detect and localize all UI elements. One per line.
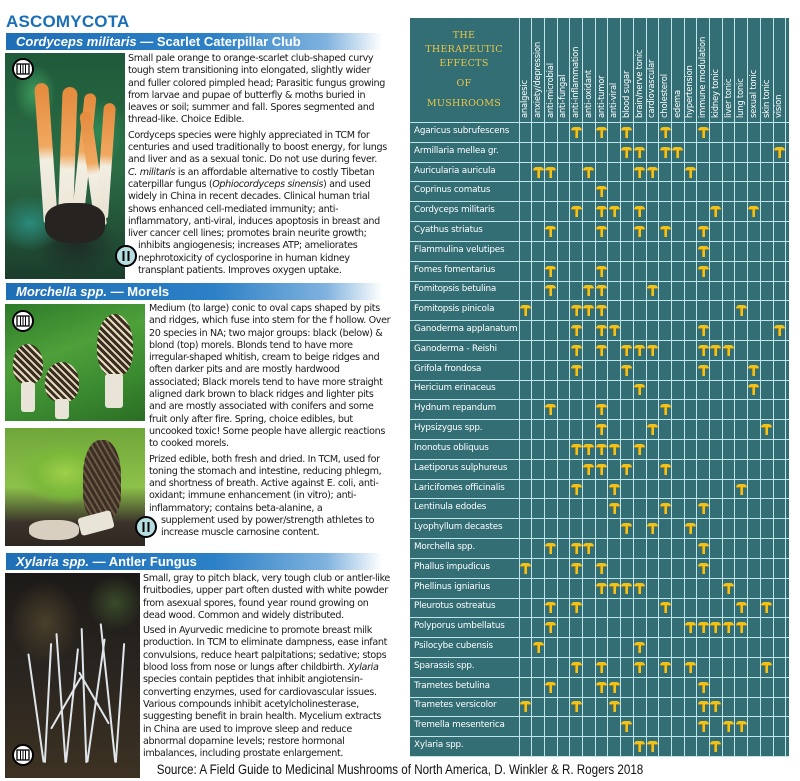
mushroom-marker-icon — [533, 641, 544, 653]
mushroom-marker-icon — [634, 146, 645, 158]
column-header: anti-fungal — [557, 74, 568, 118]
mushroom-marker-icon — [545, 403, 556, 415]
grid-line — [410, 142, 789, 143]
xylaria-medicinal: Used in Ayurvedic medicine to promote breast milk production. In TCM to eliminate dampness, ease infant convulsions, reduce heart palpitations; sedative; stops blood loss from nose or lungs after childbirth. Xylaria species contain peptides that inhibit angiotensin-converting enzymes, used for cardiovascular issues. Various compounds inhibit acetylcholinesterase, suggesting benefit in brain health. Mycelium extracts in China are used to improve sleep and reduce abnormal dopamine levels; restore hormonal imbalances, including prostate enlargement. — [143, 625, 388, 760]
grid-line — [410, 340, 789, 341]
grid-line — [410, 122, 789, 123]
mushroom-marker-icon — [685, 621, 696, 633]
species-row-label: Pleurotus ostreatus — [414, 601, 496, 612]
column-header: liver tonic — [722, 78, 733, 118]
mushroom-marker-icon — [761, 661, 772, 673]
mushroom-marker-icon — [533, 166, 544, 178]
morchella-text — [149, 303, 391, 543]
mushroom-marker-icon — [609, 681, 620, 693]
cordyceps-photo — [5, 53, 125, 279]
column-header: vision — [773, 94, 784, 118]
mushroom-marker-icon — [660, 403, 671, 415]
column-header: analgesic — [519, 80, 530, 118]
mushroom-marker-icon — [660, 225, 671, 237]
mushroom-marker-icon — [571, 601, 582, 613]
mushroom-marker-icon — [634, 661, 645, 673]
mushroom-marker-icon — [723, 582, 734, 594]
grid-line — [544, 18, 545, 756]
mushroom-marker-icon — [698, 720, 709, 732]
mushroom-marker-icon — [698, 562, 709, 574]
mushroom-marker-icon — [571, 364, 582, 376]
column-header: lung tonic — [735, 78, 746, 118]
mushroom-marker-icon — [571, 205, 582, 217]
mushroom-marker-icon — [596, 344, 607, 356]
mushroom-marker-icon — [748, 205, 759, 217]
mushroom-marker-icon — [748, 383, 759, 395]
mushroom-marker-icon — [609, 582, 620, 594]
grid-line — [410, 241, 789, 242]
grid-line — [410, 479, 789, 480]
mushroom-marker-icon — [685, 166, 696, 178]
mushroom-marker-icon — [596, 205, 607, 217]
mushroom-marker-icon — [634, 225, 645, 237]
mushroom-marker-icon — [571, 483, 582, 495]
species-row-label: Laricifomes officinalis — [414, 482, 505, 493]
column-header: anti-tumor — [595, 75, 606, 118]
grid-line — [410, 617, 789, 618]
mushroom-marker-icon — [596, 304, 607, 316]
mushroom-marker-icon — [647, 522, 658, 534]
grid-line — [410, 716, 789, 717]
mushroom-marker-icon — [571, 304, 582, 316]
mushroom-marker-icon — [621, 126, 632, 138]
grid-line — [410, 221, 789, 222]
grid-line — [671, 18, 672, 756]
mushroom-marker-icon — [736, 621, 747, 633]
mushroom-marker-icon — [545, 681, 556, 693]
column-header: anti-inflammation — [570, 46, 581, 118]
mushroom-marker-icon — [609, 324, 620, 336]
mushroom-marker-icon — [545, 621, 556, 633]
cordyceps-medicinal: Cordyceps species were highly appreciated in TCM for centuries and used traditionally to boost energy, for lungs and liver and as a sexual tonic. Do not use during fever. C. militaris is an affordable alternative to costly Tibetan caterpillar fungus (Ophiocordyceps sinensis) and used widely in China in recent decades. Clinical human trial shows enhanced cell-mediated immunity; anti-inflammatory, anti-viral, induces apoptosis in breast and liver cancer cell lines; promotes brain neurite growth; inhibits angiogenesis; increases ATP; ameliorates nephrotoxicity of cyclosporine in human kidney transplant patients. Improves oxygen uptake. — [128, 129, 387, 277]
mushroom-marker-icon — [583, 443, 594, 455]
grid-line — [607, 18, 608, 756]
grid-line — [410, 320, 789, 321]
mushroom-marker-icon — [596, 681, 607, 693]
mushroom-marker-icon — [520, 304, 531, 316]
column-header: edema — [671, 90, 682, 118]
mushroom-marker-icon — [571, 344, 582, 356]
mushroom-marker-icon — [710, 740, 721, 752]
mushroom-marker-icon — [698, 502, 709, 514]
mushroom-marker-icon — [596, 661, 607, 673]
species-row-label: Xylaria spp. — [414, 740, 464, 751]
black-morel-photo — [5, 428, 145, 546]
mushroom-marker-icon — [761, 601, 772, 613]
mushroom-marker-icon — [685, 522, 696, 534]
mushroom-marker-icon — [609, 443, 620, 455]
mushroom-marker-icon — [647, 344, 658, 356]
grid-line — [722, 18, 723, 756]
column-header: sexual tonic — [747, 69, 758, 118]
mushroom-marker-icon — [621, 146, 632, 158]
species-row-label: Ganoderma - Reishi — [414, 343, 497, 354]
mushroom-marker-icon — [596, 225, 607, 237]
grid-line — [410, 360, 789, 361]
mushroom-marker-icon — [596, 443, 607, 455]
species-row-label: Agaricus subrufescens — [414, 125, 510, 136]
column-header: anti-microbial — [544, 63, 555, 118]
grid-line — [410, 300, 789, 301]
grid-line — [410, 538, 789, 539]
grid-line — [410, 697, 789, 698]
mushroom-marker-icon — [571, 443, 582, 455]
mushroom-marker-icon — [583, 166, 594, 178]
mushroom-marker-icon — [660, 502, 671, 514]
field-guide-icon — [12, 310, 34, 332]
mushroom-marker-icon — [698, 621, 709, 633]
species-row-label: Inonotus obliquus — [414, 442, 489, 453]
grid-line — [410, 261, 789, 262]
mushroom-marker-icon — [647, 166, 658, 178]
mushroom-marker-icon — [698, 700, 709, 712]
mushroom-marker-icon — [634, 383, 645, 395]
mushroom-marker-icon — [571, 542, 582, 554]
mushroom-marker-icon — [571, 562, 582, 574]
column-header: anxiety/depression — [532, 41, 543, 118]
mushroom-marker-icon — [736, 601, 747, 613]
grid-line — [773, 18, 774, 756]
mushroom-marker-icon — [545, 542, 556, 554]
mushroom-marker-icon — [596, 265, 607, 277]
grid-line — [519, 18, 520, 756]
grid-line — [410, 281, 789, 282]
mushroom-marker-icon — [634, 582, 645, 594]
mushroom-marker-icon — [761, 423, 772, 435]
mushroom-marker-icon — [698, 681, 709, 693]
species-row-label: Trametes versicolor — [414, 700, 497, 711]
mushroom-marker-icon — [545, 166, 556, 178]
mushroom-marker-icon — [621, 344, 632, 356]
species-row-label: Cyathus striatus — [414, 224, 483, 235]
mushroom-marker-icon — [596, 185, 607, 197]
mushroom-marker-icon — [698, 265, 709, 277]
column-header: anti-oxidant — [582, 69, 593, 118]
mushroom-marker-icon — [685, 661, 696, 673]
grid-line — [410, 439, 789, 440]
column-header: anti-viral — [608, 82, 619, 118]
grid-line — [410, 756, 789, 757]
grid-line — [410, 637, 789, 638]
mushroom-marker-icon — [596, 582, 607, 594]
species-row-label: Tremella mesenterica — [414, 720, 505, 731]
mushroom-marker-icon — [609, 483, 620, 495]
species-row-label: Hericium erinaceus — [414, 383, 496, 394]
species-row-label: Grifola frondosa — [414, 363, 482, 374]
mushroom-marker-icon — [660, 601, 671, 613]
grid-line — [410, 558, 789, 559]
mushroom-marker-icon — [698, 324, 709, 336]
grid-line — [410, 498, 789, 499]
grid-line — [709, 18, 710, 756]
mushroom-marker-icon — [736, 304, 747, 316]
species-row-label: Phellinus igniarius — [414, 581, 491, 592]
common-name: Antler Fungus — [108, 554, 197, 569]
scientific-name: Morchella spp. — [16, 284, 108, 299]
grid-line — [734, 18, 735, 756]
mushroom-marker-icon — [723, 344, 734, 356]
mushroom-marker-icon — [710, 621, 721, 633]
mushroom-marker-icon — [698, 364, 709, 376]
mushroom-marker-icon — [571, 126, 582, 138]
column-header: cardiovascular — [646, 59, 657, 118]
mushroom-marker-icon — [520, 700, 531, 712]
therapeutic-effects-table — [410, 18, 789, 756]
field-guide-icon — [12, 58, 34, 80]
mushroom-marker-icon — [774, 146, 785, 158]
grid-line — [646, 18, 647, 756]
species-row-label: Coprinus comatus — [414, 185, 491, 196]
species-row-label: Psilocybe cubensis — [414, 641, 493, 652]
species-row-label: Lyophyllum decastes — [414, 522, 503, 533]
section-header-xylaria: Xylaria spp. — Antler Fungus — [6, 553, 382, 570]
mushroom-marker-icon — [609, 700, 620, 712]
mushroom-marker-icon — [710, 344, 721, 356]
mushroom-marker-icon — [647, 740, 658, 752]
species-row-label: Fomes fomentarius — [414, 264, 496, 275]
morchella-description: Medium (to large) conic to oval caps shaped by pits and ridges, which fuse into stem for the f hollow. Over 20 species in NA; two major groups: black (below) & blond (top) morels. Blonds tend to have more irregular-shaped whitish, cream to beige ridges and often darker pits and are mostly hardwood associated; Black morels tend to have more straight aligned dark brown to black ridges and lighter pits and are mostly associated with conifers and some fruit only after fire. Spring, choice edibles, but uncooked toxic! Some people have allergic reactions to cooked morels. — [149, 303, 391, 450]
grid-line — [410, 578, 789, 579]
grid-line — [410, 399, 789, 400]
scientific-name: Cordyceps militaris — [16, 34, 137, 49]
grid-line — [410, 162, 789, 163]
mushroom-marker-icon — [545, 225, 556, 237]
mushroom-marker-icon — [596, 324, 607, 336]
mushroom-marker-icon — [723, 720, 734, 732]
scientific-name: Xylaria spp. — [16, 554, 89, 569]
mushroom-marker-icon — [723, 621, 734, 633]
grid-line — [410, 518, 789, 519]
mushroom-marker-icon — [596, 126, 607, 138]
species-row-label: Laetiporus sulphureus — [414, 462, 508, 473]
mushroom-marker-icon — [736, 720, 747, 732]
mushroom-marker-icon — [634, 205, 645, 217]
morchella-medicinal: Prized edible, both fresh and dried. In TCM, used for toning the stomach and intestine, reducing phlegm, and shortness of breath. Active against E. coli, anti-oxidant; immune enhancement (in vitro); anti-inflammatory; contains beta-alanine, a supplement used by power/strength athletes to increase muscle carnosine content. — [149, 453, 382, 539]
field-guide-icon — [12, 744, 34, 766]
mushroom-marker-icon — [621, 582, 632, 594]
species-row-label: Hydnum repandum — [414, 403, 497, 414]
species-row-label: Morchella spp. — [414, 541, 476, 552]
species-row-label: Cordyceps militaris — [414, 205, 495, 216]
mushroom-marker-icon — [660, 126, 671, 138]
grid-line — [410, 677, 789, 678]
mushroom-marker-icon — [698, 542, 709, 554]
mushroom-marker-icon — [736, 483, 747, 495]
mushroom-marker-icon — [583, 304, 594, 316]
column-header: blood sugar — [620, 70, 631, 118]
column-header: immune modulation — [697, 36, 708, 118]
species-row-label: Fomitopsis betulina — [414, 284, 497, 295]
common-name: Morels — [127, 284, 170, 299]
column-header: brain/nerve tonic — [633, 49, 644, 118]
mushroom-marker-icon — [672, 146, 683, 158]
mushroom-marker-icon — [634, 641, 645, 653]
mushroom-marker-icon — [634, 443, 645, 455]
species-row-label: Sparassis spp. — [414, 660, 475, 671]
mushroom-marker-icon — [634, 344, 645, 356]
grid-line — [410, 201, 789, 202]
grid-line — [410, 419, 789, 420]
mushroom-marker-icon — [660, 661, 671, 673]
mushroom-marker-icon — [647, 423, 658, 435]
species-row-label: Lentinula edodes — [414, 502, 487, 513]
mushroom-marker-icon — [571, 661, 582, 673]
xylaria-description: Small, gray to pitch black, very tough club or antler-like fruitbodies, upper part often dusted with white powder from asexual spores, found year round growing on dead wood. Common and widely distributed. — [143, 573, 390, 621]
mushroom-marker-icon — [545, 284, 556, 296]
mushroom-marker-icon — [660, 463, 671, 475]
phylum-heading: ASCOMYCOTA — [6, 12, 130, 31]
mushroom-marker-icon — [583, 542, 594, 554]
common-name: Scarlet Caterpillar Club — [156, 34, 301, 49]
species-row-label: Armillaria mellea gr. — [414, 145, 499, 156]
grid-line — [557, 18, 558, 756]
mushroom-marker-icon — [634, 740, 645, 752]
species-row-label: Phallus impudicus — [414, 561, 490, 572]
mushroom-marker-icon — [596, 463, 607, 475]
grid-line — [684, 18, 685, 756]
species-row-label: Auricularia auricula — [414, 165, 496, 176]
section-header-cordyceps: Cordyceps militaris — Scarlet Caterpillar Club — [6, 33, 382, 50]
grid-line — [410, 459, 789, 460]
mushroom-marker-icon — [609, 502, 620, 514]
mushroom-marker-icon — [596, 423, 607, 435]
grid-line — [785, 18, 786, 756]
species-row-label: Fomitopsis pinicola — [414, 304, 495, 315]
mushroom-marker-icon — [634, 166, 645, 178]
grid-line — [410, 736, 789, 737]
column-header: skin tonic — [760, 79, 771, 118]
mushroom-marker-icon — [545, 265, 556, 277]
mushroom-marker-icon — [710, 700, 721, 712]
cordyceps-description: Small pale orange to orange-scarlet club-shaped curvy tough stem transitioning into elongated, slightly wider and fuller colored pimpled head; Parasitic fungus growing from larvae and pupae of butterfly & moths buried in leaves or soil; summer and fall. Spores segmented and thread-like. Choice Edible. — [128, 53, 386, 126]
mushroom-marker-icon — [621, 720, 632, 732]
mushroom-marker-icon — [621, 364, 632, 376]
mushroom-marker-icon — [596, 403, 607, 415]
grid-line — [410, 380, 789, 381]
grid-line — [410, 657, 789, 658]
column-header: hypertension — [684, 65, 695, 118]
species-row-label: Polyporus umbellatus — [414, 621, 505, 632]
mushroom-marker-icon — [698, 344, 709, 356]
mushroom-marker-icon — [621, 522, 632, 534]
mushroom-marker-icon — [596, 284, 607, 296]
species-row-label: Ganoderma applanatum — [414, 324, 518, 335]
grid-line — [582, 18, 583, 756]
mushroom-marker-icon — [774, 324, 785, 336]
mushroom-marker-icon — [571, 324, 582, 336]
mushroom-marker-icon — [698, 245, 709, 257]
cordyceps-text — [128, 53, 388, 280]
xylaria-text — [143, 573, 391, 763]
section-header-morchella: Morchella spp. — Morels — [6, 283, 382, 300]
source-citation: Source: A Field Guide to Medicinal Mushrooms of North America, D. Winkler & R. Rogers 2018 — [156, 762, 644, 777]
mushroom-marker-icon — [698, 225, 709, 237]
mushroom-marker-icon — [545, 601, 556, 613]
species-row-label: Trametes betulina — [414, 680, 490, 691]
mushroom-marker-icon — [583, 284, 594, 296]
table-title: THE THERAPEUTIC EFFECTS OF MUSHROOMS — [425, 30, 503, 109]
column-header: kidney tonic — [709, 69, 720, 118]
species-row-label: Flammulina velutipes — [414, 244, 505, 255]
mushroom-marker-icon — [660, 146, 671, 158]
mushroom-marker-icon — [609, 205, 620, 217]
grid-line — [410, 598, 789, 599]
column-header: cholesterol — [659, 74, 670, 118]
grid-line — [760, 18, 761, 756]
mushroom-marker-icon — [583, 463, 594, 475]
mushroom-marker-icon — [621, 463, 632, 475]
species-row-label: Hypsizygus spp. — [414, 423, 483, 434]
mushroom-marker-icon — [520, 562, 531, 574]
mushroom-marker-icon — [596, 562, 607, 574]
mushroom-marker-icon — [647, 284, 658, 296]
mushroom-marker-icon — [698, 126, 709, 138]
mushroom-marker-icon — [710, 205, 721, 217]
mushroom-marker-icon — [571, 700, 582, 712]
mushroom-marker-icon — [748, 364, 759, 376]
grid-line — [410, 181, 789, 182]
